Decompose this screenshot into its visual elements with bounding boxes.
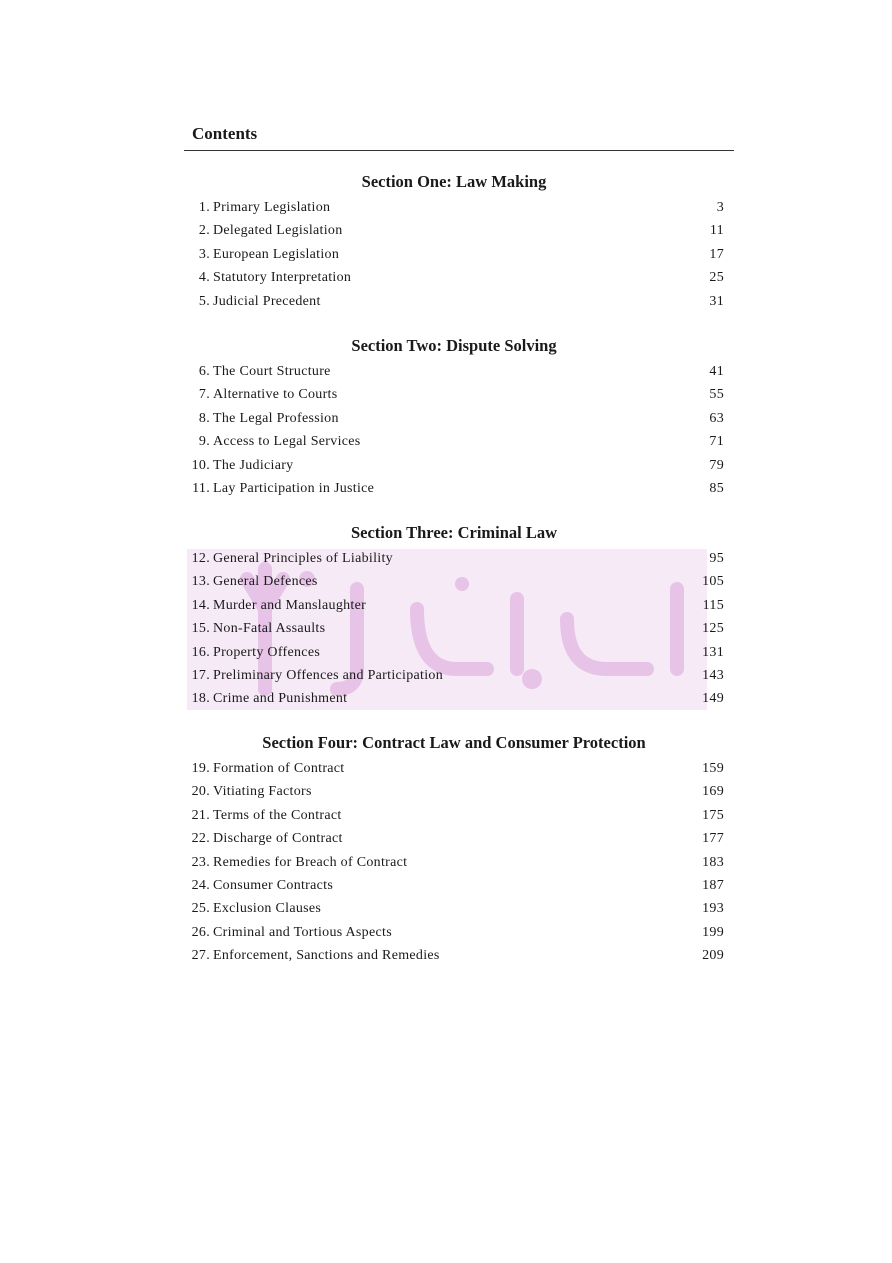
section-heading: Section One: Law Making <box>361 172 547 191</box>
toc-entry[interactable] <box>184 664 724 687</box>
page-title: Contents <box>192 124 258 143</box>
chapter-title: Alternative to Courts <box>213 387 338 403</box>
page-number: 159 <box>702 761 724 776</box>
page-number: 199 <box>702 924 724 940</box>
chapter-title: Formation of Contract <box>213 761 345 776</box>
chapter-title: Statutory Interpretation <box>213 270 352 286</box>
toc-entry[interactable] <box>184 944 724 967</box>
toc-entry[interactable] <box>184 430 724 453</box>
chapter-title: Non-Fatal Assaults <box>213 621 326 637</box>
toc-section <box>184 168 724 313</box>
toc-entry[interactable] <box>184 827 724 850</box>
chapter-title: Vitiating Factors <box>213 784 312 800</box>
chapter-number: 5. <box>198 293 210 309</box>
chapter-number: 24. <box>191 877 210 893</box>
toc-section <box>184 332 724 500</box>
page-number: 143 <box>702 667 724 683</box>
chapter-number: 13. <box>191 574 210 590</box>
chapter-number: 9. <box>198 434 210 450</box>
toc-entry[interactable] <box>184 477 724 500</box>
chapter-number: 10. <box>191 457 210 473</box>
toc-entry[interactable] <box>184 383 724 406</box>
chapter-title: Remedies for Breach of Contract <box>213 854 408 870</box>
chapter-number: 20. <box>191 784 210 800</box>
chapter-title: The Court Structure <box>213 364 331 379</box>
toc-entry[interactable] <box>184 266 724 289</box>
chapter-number: 27. <box>191 948 210 964</box>
chapter-number: 8. <box>198 410 210 426</box>
chapter-number: 11. <box>192 480 210 496</box>
chapter-number: 2. <box>198 223 210 239</box>
toc-entry[interactable] <box>184 897 724 920</box>
toc-entry[interactable] <box>184 290 724 313</box>
page-number: 183 <box>702 854 724 870</box>
toc-section <box>184 729 724 968</box>
section-heading: Section Three: Criminal Law <box>350 523 558 542</box>
chapter-title: Lay Participation in Justice <box>213 480 375 496</box>
chapter-number: 1. <box>198 200 210 215</box>
chapter-number: 26. <box>191 924 210 940</box>
chapter-title: The Legal Profession <box>213 410 339 426</box>
chapter-title: Consumer Contracts <box>213 877 334 893</box>
chapter-title: General Principles of Liability <box>213 551 393 566</box>
page-number: 11 <box>709 223 724 239</box>
toc-entry[interactable] <box>184 757 724 780</box>
section-heading: Section Two: Dispute Solving <box>351 336 557 355</box>
chapter-number: 19. <box>191 761 210 776</box>
chapter-title: Murder and Manslaughter <box>213 597 367 613</box>
page-number: 55 <box>709 387 724 403</box>
chapter-number: 4. <box>198 270 210 286</box>
chapter-title: Delegated Legislation <box>213 223 343 239</box>
toc-entry[interactable] <box>184 921 724 944</box>
page-number: 115 <box>702 597 724 613</box>
page-number: 17 <box>709 246 724 262</box>
toc-entry[interactable] <box>184 804 724 827</box>
toc-entry[interactable] <box>184 687 724 710</box>
page-number: 71 <box>709 434 724 450</box>
chapter-title: European Legislation <box>213 246 340 262</box>
page-number: 85 <box>709 480 724 496</box>
chapter-title: Exclusion Clauses <box>213 901 322 917</box>
chapter-number: 15. <box>191 621 210 637</box>
chapter-number: 22. <box>191 831 210 847</box>
chapter-title: Preliminary Offences and Participation <box>213 667 444 683</box>
chapter-title: The Judiciary <box>213 457 294 473</box>
chapter-title: Crime and Punishment <box>213 691 348 707</box>
toc-entry[interactable] <box>184 780 724 803</box>
chapter-title: Judicial Precedent <box>213 293 321 309</box>
page-number: 79 <box>709 457 724 473</box>
toc-entry[interactable] <box>184 617 724 640</box>
chapter-title: Discharge of Contract <box>213 831 343 847</box>
toc-entry[interactable] <box>184 547 724 570</box>
chapter-number: 12. <box>191 551 210 566</box>
chapter-title: Criminal and Tortious Aspects <box>213 924 392 940</box>
chapter-number: 14. <box>191 597 210 613</box>
chapter-title: Terms of the Contract <box>213 807 342 823</box>
chapter-number: 6. <box>198 364 210 379</box>
page-number: 177 <box>702 831 724 847</box>
toc-entry[interactable] <box>184 641 724 664</box>
chapter-title: Enforcement, Sanctions and Remedies <box>213 948 440 964</box>
chapter-title: Property Offences <box>213 644 321 660</box>
page-number: 193 <box>702 901 724 917</box>
page-number: 105 <box>702 574 724 590</box>
section-heading: Section Four: Contract Law and Consumer Protection <box>262 733 646 752</box>
page-number: 209 <box>702 948 724 964</box>
chapter-number: 7. <box>198 387 210 403</box>
toc-entry[interactable] <box>184 219 724 242</box>
page-number: 169 <box>702 784 724 800</box>
toc-entry[interactable] <box>184 594 724 617</box>
toc-entry[interactable] <box>184 360 724 383</box>
page-number: 63 <box>709 410 724 426</box>
toc-entry[interactable] <box>184 243 724 266</box>
page-number: 131 <box>702 644 724 660</box>
page-number: 125 <box>702 621 724 637</box>
chapter-number: 17. <box>191 667 210 683</box>
chapter-title: Primary Legislation <box>213 200 331 215</box>
title-divider <box>184 150 734 151</box>
toc-entry[interactable] <box>184 196 724 219</box>
page-number: 95 <box>709 551 724 566</box>
page-number: 175 <box>702 807 724 823</box>
page-number: 149 <box>702 691 724 707</box>
chapter-number: 18. <box>191 691 210 707</box>
chapter-number: 16. <box>191 644 210 660</box>
page-number: 41 <box>709 364 724 379</box>
page-number: 31 <box>709 293 724 309</box>
toc-entry[interactable] <box>184 570 724 593</box>
page-number: 187 <box>702 877 724 893</box>
page-number: 25 <box>709 270 724 286</box>
chapter-number: 3. <box>198 246 210 262</box>
chapter-title: Access to Legal Services <box>213 434 361 450</box>
toc-entry[interactable] <box>184 874 724 897</box>
toc-section <box>184 519 724 711</box>
chapter-number: 21. <box>191 807 210 823</box>
toc-entry[interactable] <box>184 407 724 430</box>
toc-entry[interactable] <box>184 454 724 477</box>
page-number: 3 <box>716 200 724 215</box>
chapter-number: 23. <box>191 854 210 870</box>
toc-entry[interactable] <box>184 851 724 874</box>
chapter-title: General Defences <box>213 574 318 590</box>
chapter-number: 25. <box>191 901 210 917</box>
